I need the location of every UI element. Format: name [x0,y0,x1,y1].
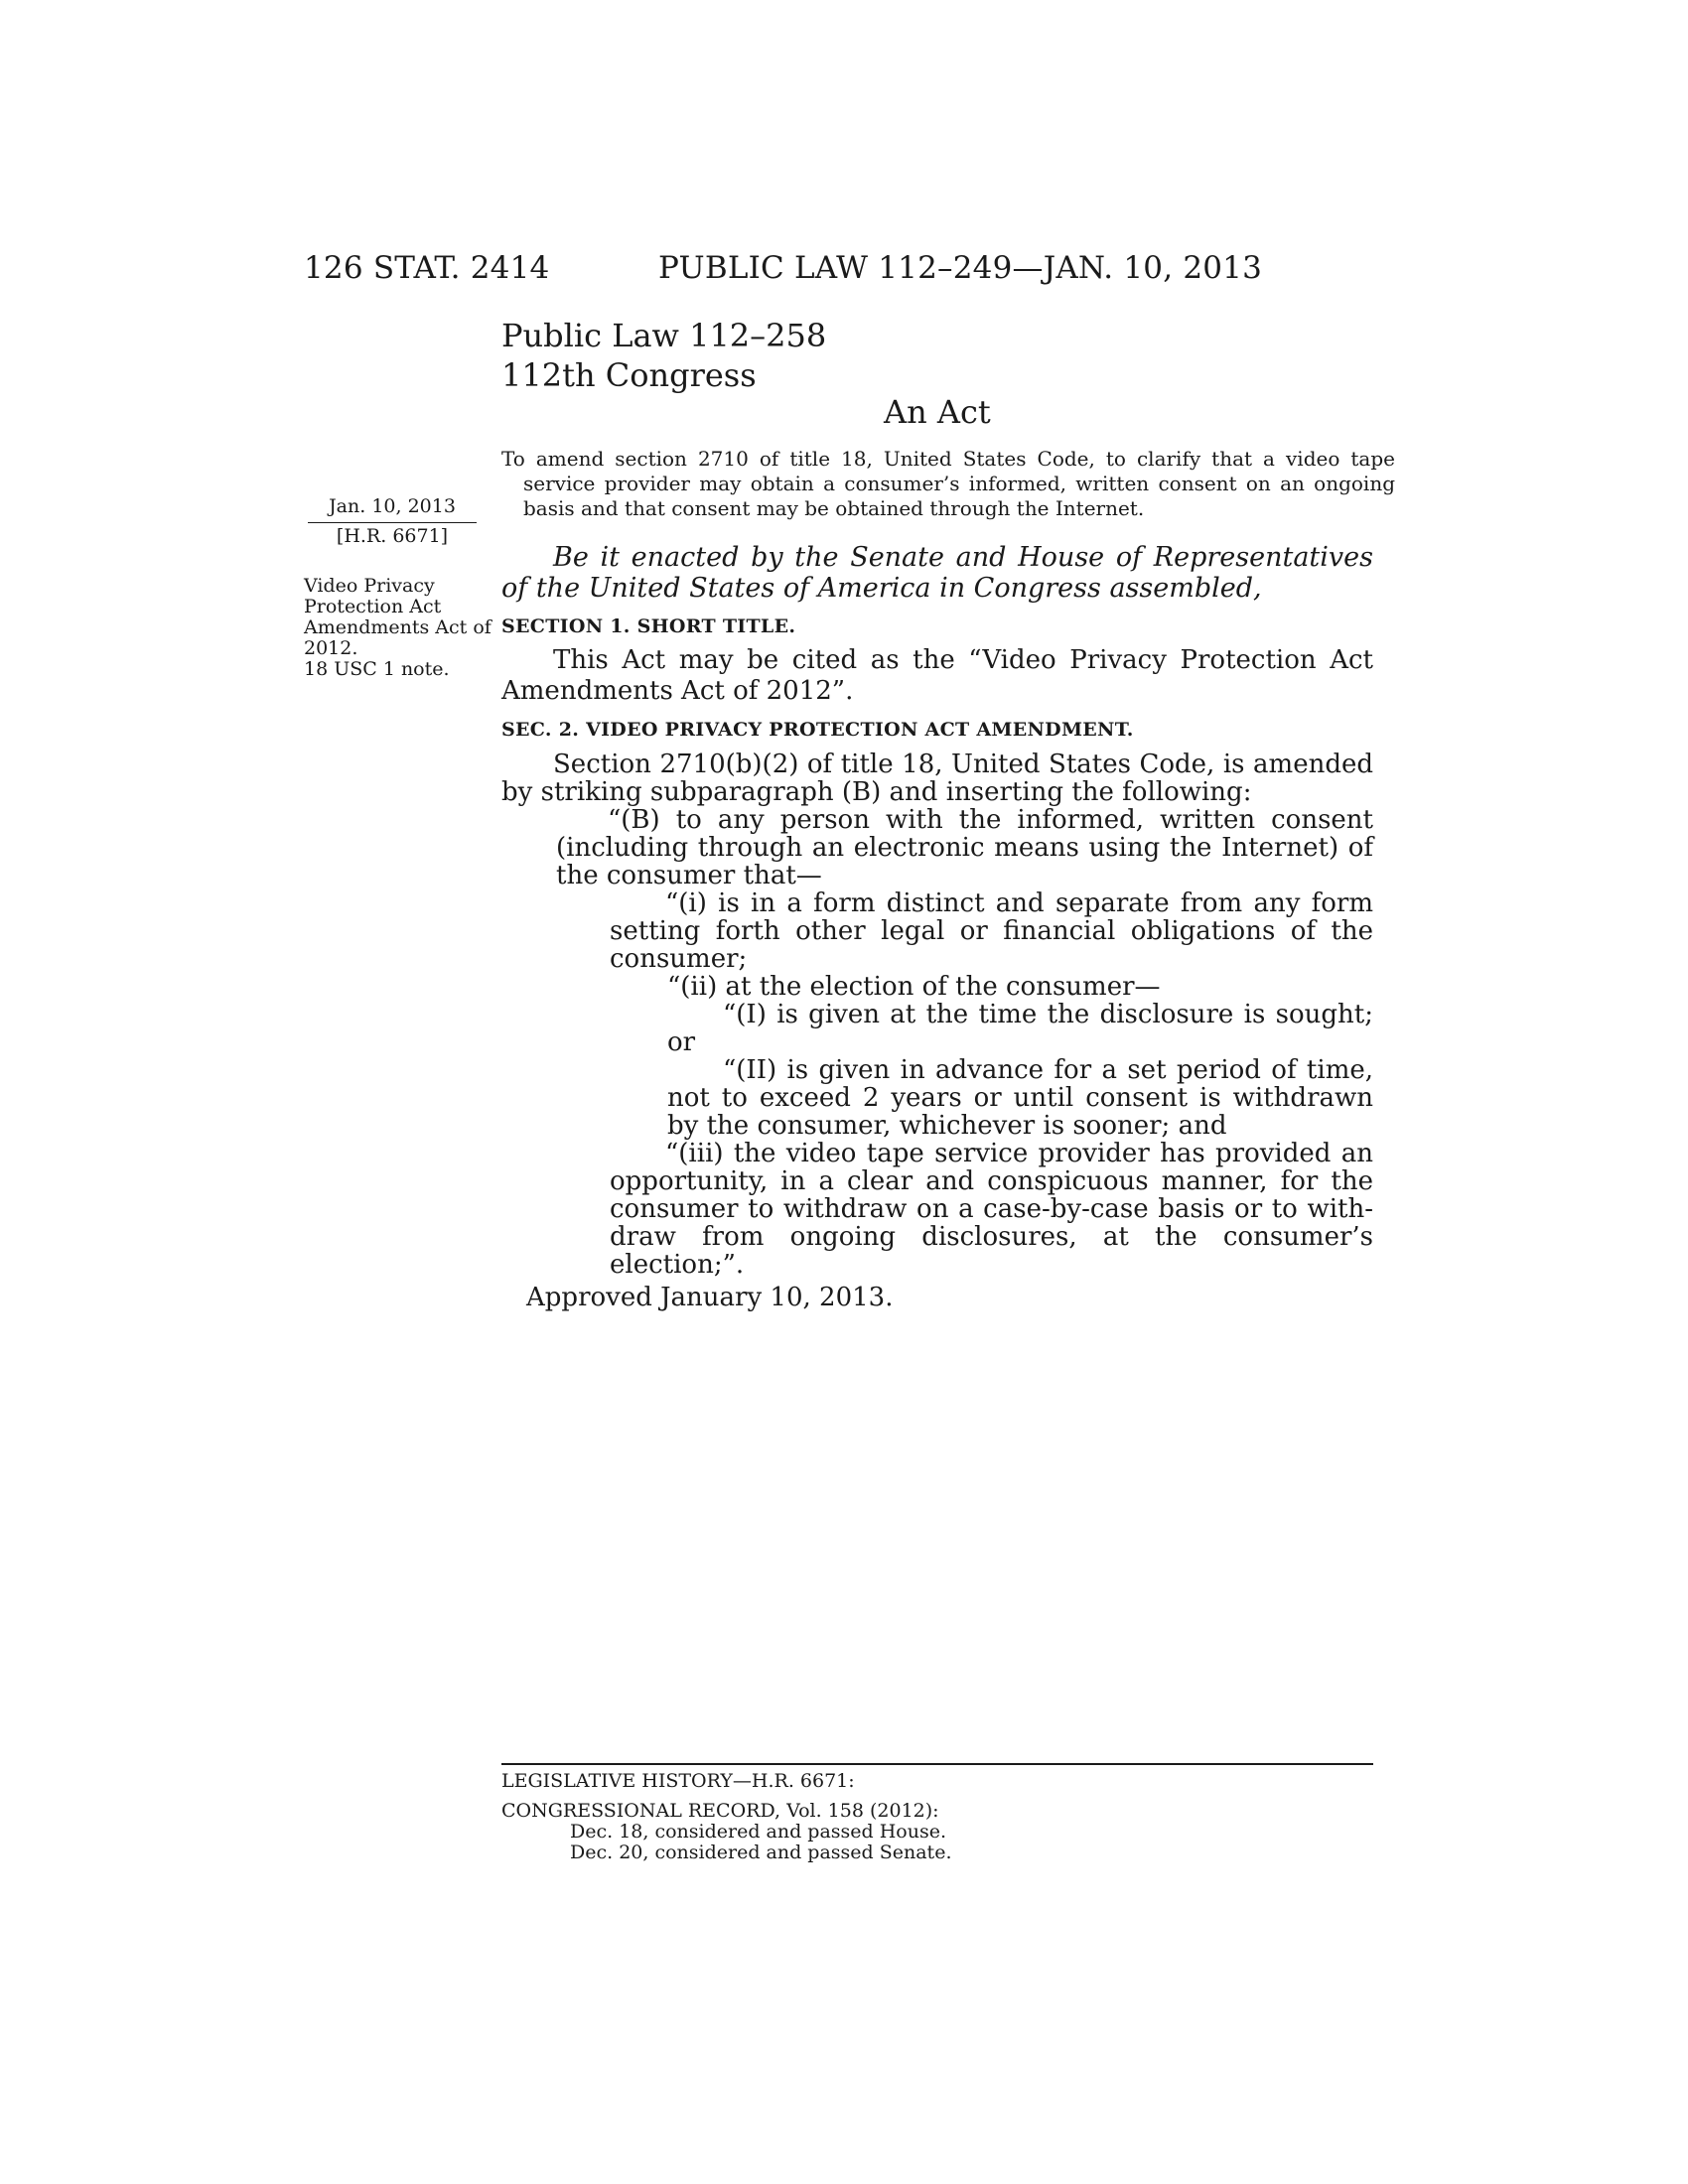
senate-action: Dec. 20, considered and passed Senate. [570,1842,952,1863]
congressional-record: CONGRESSIONAL RECORD, Vol. 158 (2012): [501,1800,939,1822]
purpose-clause: To amend section 2710 of title 18, United States Code, to clarify that a video tape service provider may obtain a consumer’s informed, written consent on an ongoing basis and that consent may be obtained through the Internet. [501,447,1395,520]
sidenote-divider [308,522,477,523]
law-number: Public Law 112–258 [501,317,827,354]
house-action: Dec. 18, considered and passed House. [570,1821,947,1843]
clause-i: “(i) is in a form distinct and separate from any form setting forth other legal or financial obligations of the consumer; [610,888,1373,974]
sidenote-usc-citation: 18 USC 1 note. [304,658,450,680]
sidenote-short-title: Video Privacy Protection Act Amendments Act of 2012. [304,575,492,659]
section-1-text: This Act may be cited as the “Video Privacy Protection Act Amendments Act of 2012”. [501,645,1373,706]
legislative-history-title: LEGISLATIVE HISTORY—H.R. 6671: [501,1770,855,1792]
sidenote-bill-number: [H.R. 6671] [336,525,449,547]
running-head: PUBLIC LAW 112–249—JAN. 10, 2013 [658,250,1263,286]
sidenote-date: Jan. 10, 2013 [329,495,456,517]
section-1-heading: SECTION 1. SHORT TITLE. [501,615,796,637]
clause-ii: “(ii) at the election of the consumer— [667,972,1161,1002]
act-heading: An Act [884,393,991,431]
section-2-heading: SEC. 2. VIDEO PRIVACY PROTECTION ACT AMENDMENT. [501,719,1134,741]
enacting-clause: Be it enacted by the Senate and House of Representatives of the United States of America in Congress assembled, [501,542,1373,604]
legislative-history-divider [501,1763,1373,1765]
subparagraph-b: “(B) to any person with the informed, written consent (including through an electronic means using the Internet) of the consumer that— [556,805,1373,890]
clause-iii: “(iii) the video tape service provider has provided an opportunity, in a clear and conspicuous manner, for the consumer to withdraw on a case-by-case basis or to with-draw from ongoing disclosures, at the consumer’s election;”. [610,1139,1373,1280]
congress-label: 112th Congress [501,356,757,394]
subclause-I: “(I) is given at the time the disclosure is sought; or [667,1000,1373,1057]
section-2-text: Section 2710(b)(2) of title 18, United States Code, is amended by striking subparagraph (B) and inserting the following: [501,750,1373,807]
subclause-II: “(II) is given in advance for a set period of time, not to exceed 2 years or until consent is withdrawn by the consumer, whichever is sooner; and [667,1055,1373,1141]
stat-page-number: 126 STAT. 2414 [304,250,550,286]
approval-date: Approved January 10, 2013. [526,1283,894,1312]
